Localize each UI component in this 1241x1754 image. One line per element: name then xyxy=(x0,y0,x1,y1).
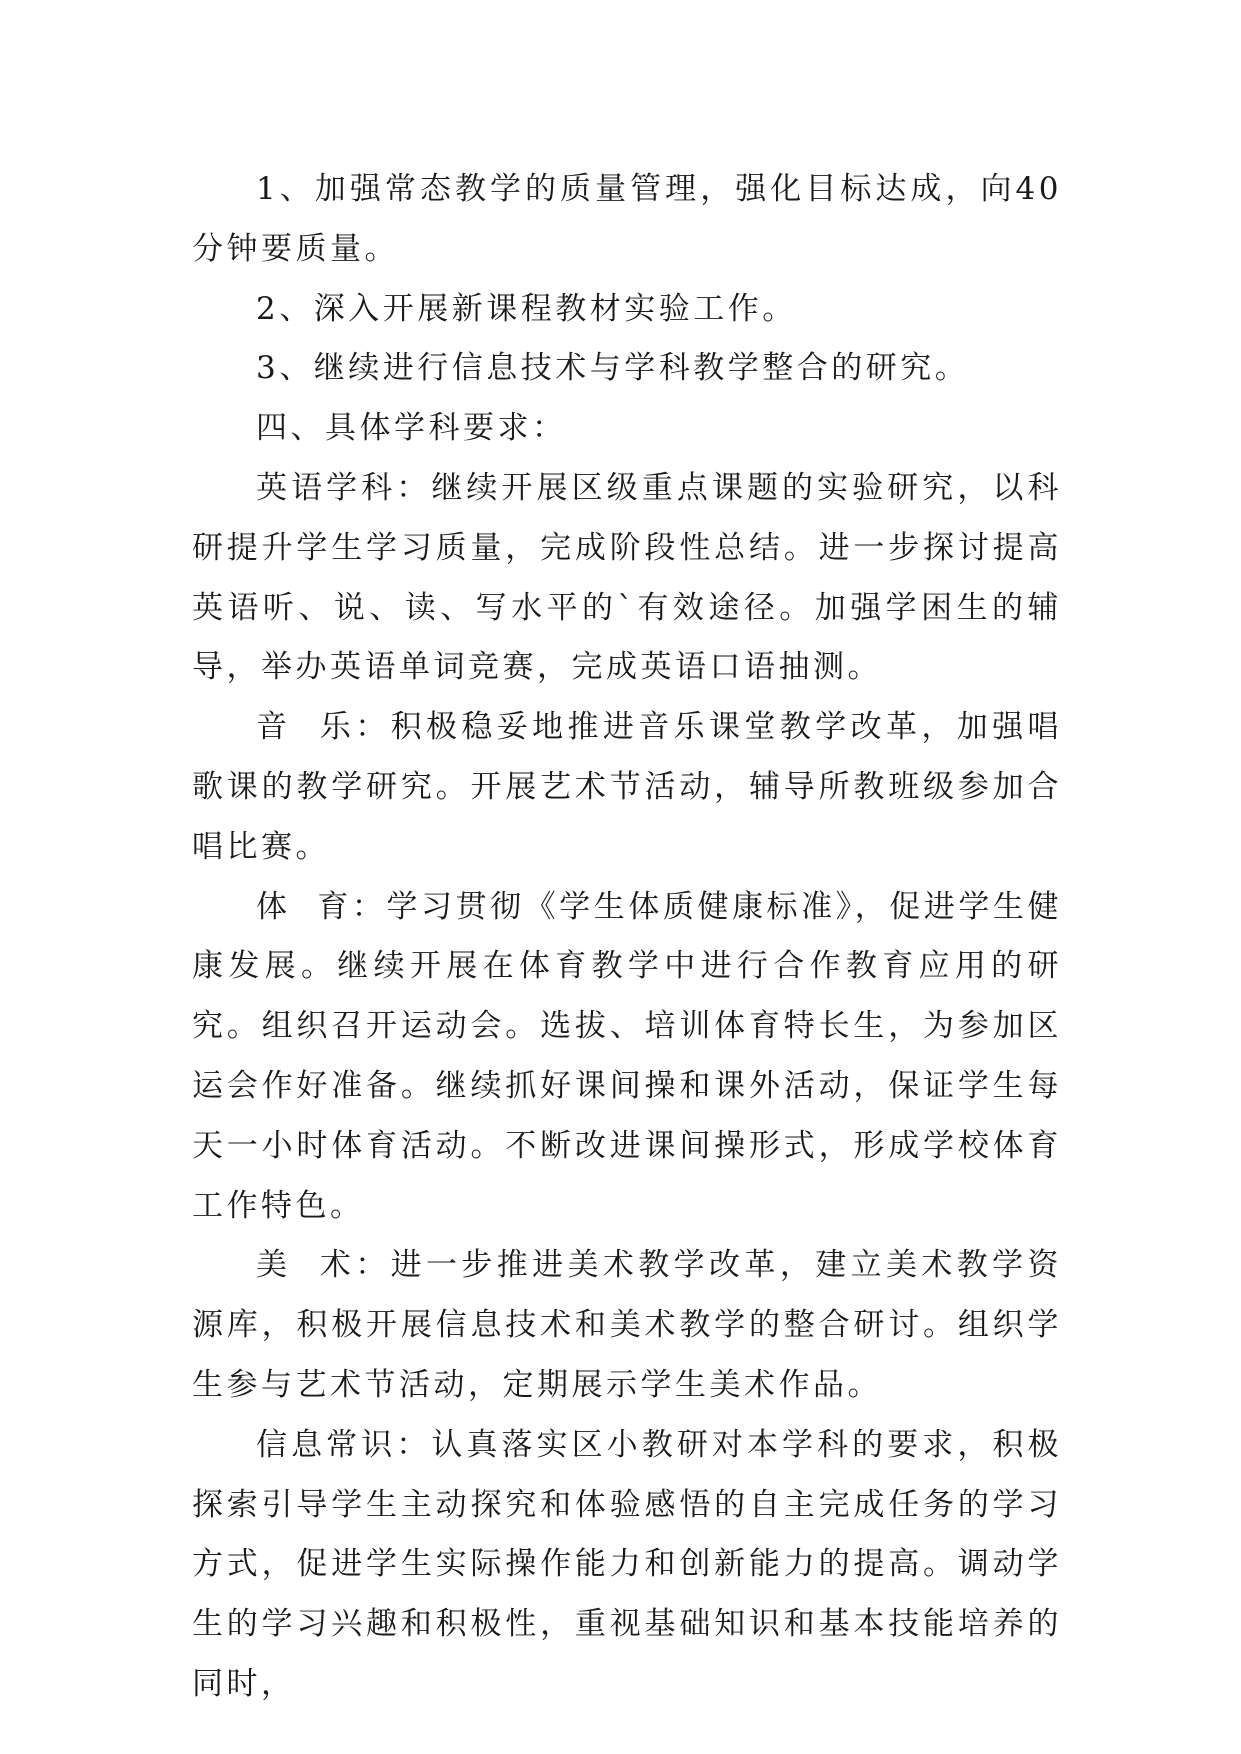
paragraph-quality-management: 1、加强常态教学的质量管理，强化目标达成，向40分钟要质量。 xyxy=(192,171,1062,267)
paragraph-it-integration: 3、继续进行信息技术与学科教学整合的研究。 xyxy=(256,350,970,387)
paragraph-english: 英语学科：继续开展区级重点课题的实验研究，以科研提升学生学习质量，完成阶段性总结。进一步探讨提高英语听、说、读、写水平的`有效途径。加强学困生的辅导，举办英语单词竞赛，完成英语口语抽测。 xyxy=(192,469,1062,686)
document-body xyxy=(192,160,1062,1715)
paragraph-music: 音 乐：积极稳妥地推进音乐课堂教学改革，加强唱歌课的教学研究。开展艺术节活动，辅导所教班级参加合唱比赛。 xyxy=(192,709,1062,865)
section-heading-subject-requirements: 四、具体学科要求： xyxy=(256,410,567,447)
paragraph-information: 信息常识：认真落实区小教研对本学科的要求，积极探索引导学生主动探究和体验感悟的自主完成任务的学习方式，促进学生实际操作能力和创新能力的提高。调动学生的学习兴趣和积极性，重视基础知识和基本技能培养的同时， xyxy=(192,1426,1062,1702)
paragraph-new-curriculum: 2、深入开展新课程教材实验工作。 xyxy=(256,290,797,327)
paragraph-pe: 体 育：学习贯彻《学生体质健康标准》，促进学生健康发展。继续开展在体育教学中进行合作教育应用的研究。组织召开运动会。选拔、培训体育特长生，为参加区运会作好准备。继续抓好课间操和课外活动，保证学生每天一小时体育活动。不断改进课间操形式，形成学校体育工作特色。 xyxy=(192,888,1062,1224)
paragraph-art: 美 术：进一步推进美术教学改革，建立美术教学资源库，积极开展信息技术和美术教学的整合研讨。组织学生参与艺术节活动，定期展示学生美术作品。 xyxy=(192,1247,1062,1403)
